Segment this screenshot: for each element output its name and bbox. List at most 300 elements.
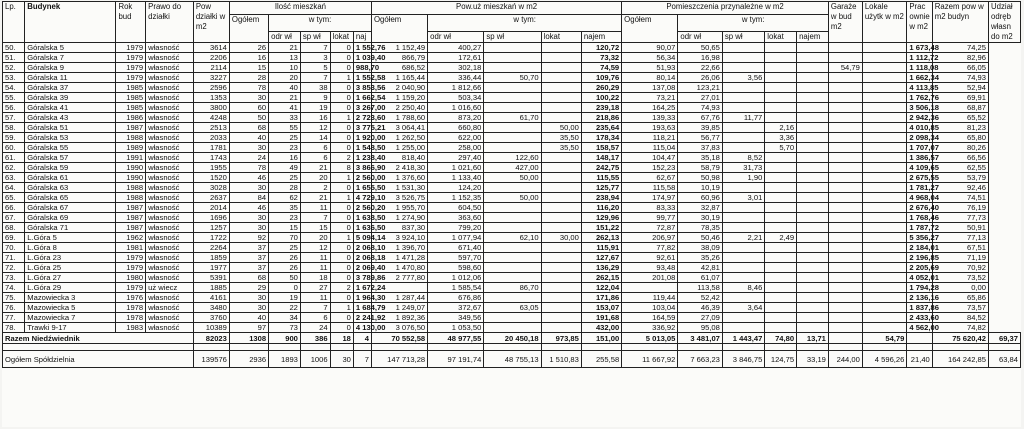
- table-row: [3, 253, 1021, 263]
- total-cell: 2936: [229, 351, 268, 368]
- table-cell: 1 396,70: [371, 243, 427, 253]
- table-cell: 1 262,50: [371, 133, 427, 143]
- table-cell: 2 418,30: [371, 163, 427, 173]
- buildings-table: [2, 1, 1021, 368]
- table-cell: [484, 103, 541, 113]
- table-cell: L.Góra 23: [25, 253, 116, 263]
- summary-cell: 1308: [229, 333, 268, 344]
- table-cell: 427,00: [484, 163, 541, 173]
- table-cell: 33: [269, 113, 301, 123]
- table-row: [3, 283, 1021, 293]
- table-cell: 2 068,10: [353, 243, 371, 253]
- table-cell: [797, 293, 829, 303]
- summary-cell: 386: [300, 333, 330, 344]
- table-cell: 15: [300, 223, 330, 233]
- table-cell: [797, 323, 829, 333]
- table-cell: 124,20: [428, 183, 484, 193]
- table-cell: 61.: [3, 153, 25, 163]
- table-cell: 74,93: [678, 103, 723, 113]
- table-cell: 15: [229, 63, 268, 73]
- table-cell: 1985: [116, 103, 146, 113]
- table-cell: Góralska 11: [25, 73, 116, 83]
- table-cell: [828, 83, 862, 93]
- table-cell: 62,55: [932, 163, 988, 173]
- table-row: [3, 213, 1021, 223]
- table-cell: własność: [146, 43, 194, 53]
- total-label: Ogółem Spółdzielnia: [3, 351, 194, 368]
- table-cell: 38: [300, 83, 330, 93]
- header-p-lokat: lokat: [541, 32, 581, 43]
- table-cell: 3614: [193, 43, 229, 53]
- table-cell: własność: [146, 83, 194, 93]
- table-cell: [828, 103, 862, 113]
- table-cell: 37,83: [678, 143, 723, 153]
- table-row: [3, 203, 1021, 213]
- table-cell: 5 094,14: [353, 233, 371, 243]
- table-cell: 172,61: [428, 53, 484, 63]
- table-cell: [541, 113, 581, 123]
- summary-cell: 69,37: [988, 333, 1020, 344]
- table-cell: 2637: [193, 193, 229, 203]
- table-cell: L.Góra 27: [25, 273, 116, 283]
- table-cell: [797, 163, 829, 173]
- table-cell: 193,63: [622, 123, 678, 133]
- table-cell: 1979: [116, 43, 146, 53]
- table-cell: 4 968,04: [907, 193, 932, 203]
- table-cell: 873,20: [428, 113, 484, 123]
- table-cell: 1 133,40: [428, 173, 484, 183]
- summary-cell: 74,80: [765, 333, 797, 344]
- table-cell: Góralska 59: [25, 163, 116, 173]
- table-cell: 115,58: [622, 183, 678, 193]
- table-cell: [765, 313, 797, 323]
- total-cell: 7: [353, 351, 371, 368]
- table-cell: [484, 123, 541, 133]
- table-cell: 67,51: [932, 243, 988, 253]
- table-cell: 74,25: [932, 43, 988, 53]
- table-cell: 76,19: [932, 203, 988, 213]
- header-m-naj: naj: [353, 32, 371, 43]
- table-cell: 74,51: [932, 193, 988, 203]
- table-cell: 50,70: [484, 73, 541, 83]
- summary-cell: 13,71: [797, 333, 829, 344]
- table-cell: 26: [269, 263, 301, 273]
- table-cell: [722, 243, 764, 253]
- table-cell: 302,18: [428, 63, 484, 73]
- total-cell: 7 663,23: [678, 351, 723, 368]
- table-row: [3, 323, 1021, 333]
- table-cell: 16: [269, 153, 301, 163]
- table-cell: [541, 73, 581, 83]
- table-cell: 12: [300, 243, 330, 253]
- table-cell: 6: [300, 153, 330, 163]
- table-cell: L.Góra 5: [25, 233, 116, 243]
- table-cell: 622,00: [428, 133, 484, 143]
- table-cell: 27: [300, 283, 330, 293]
- table-cell: [722, 183, 764, 193]
- table-cell: 2206: [193, 53, 229, 63]
- table-cell: Góralska 67: [25, 203, 116, 213]
- table-cell: Mazowiecka 3: [25, 293, 116, 303]
- table-cell: 20: [300, 173, 330, 183]
- table-cell: 1 386,57: [907, 153, 932, 163]
- table-cell: 1 684,79: [353, 303, 371, 313]
- table-cell: 137,08: [622, 83, 678, 93]
- table-cell: 120,72: [581, 43, 621, 53]
- table-cell: [541, 83, 581, 93]
- table-cell: Góralska 43: [25, 113, 116, 123]
- table-cell: 49: [269, 163, 301, 173]
- table-cell: 20: [269, 73, 301, 83]
- table-cell: 5: [300, 63, 330, 73]
- table-cell: 0: [330, 53, 353, 63]
- table-cell: 60.: [3, 143, 25, 153]
- table-cell: 42,81: [678, 263, 723, 273]
- summary-cell: 20 450,18: [484, 333, 541, 344]
- header-prawo: Prawo do działki: [146, 2, 194, 43]
- table-cell: 27,01: [678, 93, 723, 103]
- table-cell: 0: [330, 273, 353, 283]
- table-cell: 432,00: [581, 323, 621, 333]
- table-cell: [722, 93, 764, 103]
- table-cell: własność: [146, 163, 194, 173]
- table-cell: 59.: [3, 133, 25, 143]
- table-cell: [541, 323, 581, 333]
- table-cell: 65,80: [932, 133, 988, 143]
- table-cell: 1976: [116, 293, 146, 303]
- table-cell: 1 376,60: [371, 173, 427, 183]
- total-row: [3, 351, 1021, 368]
- table-cell: 336,44: [428, 73, 484, 83]
- table-cell: 77.: [3, 313, 25, 323]
- header-pomieszczenia: Pomieszczenia przynależne w m2: [622, 2, 829, 15]
- table-cell: 38,09: [678, 243, 723, 253]
- total-cell: 255,58: [581, 351, 621, 368]
- table-cell: 2596: [193, 83, 229, 93]
- table-cell: 1 152,49: [371, 43, 427, 53]
- table-cell: 70,92: [932, 263, 988, 273]
- total-cell: 33,19: [797, 351, 829, 368]
- header-p-odr-wl: odr wł: [428, 32, 484, 43]
- total-cell: 3 846,75: [722, 351, 764, 368]
- table-cell: Góralska 57: [25, 153, 116, 163]
- table-cell: 90,07: [622, 43, 678, 53]
- table-cell: 116,20: [581, 203, 621, 213]
- table-cell: [541, 183, 581, 193]
- table-cell: własność: [146, 203, 194, 213]
- table-cell: 7: [300, 43, 330, 53]
- total-cell: 124,75: [765, 351, 797, 368]
- table-cell: własność: [146, 123, 194, 133]
- table-cell: 10389: [193, 323, 229, 333]
- table-cell: 2 433,60: [907, 313, 932, 323]
- table-cell: 50: [269, 273, 301, 283]
- table-cell: 50,00: [484, 193, 541, 203]
- total-cell: 1006: [300, 351, 330, 368]
- table-cell: 0: [330, 293, 353, 303]
- table-cell: 122,60: [484, 153, 541, 163]
- table-cell: [541, 103, 581, 113]
- table-cell: 11: [300, 293, 330, 303]
- table-cell: 148,17: [581, 153, 621, 163]
- table-cell: 1987: [116, 213, 146, 223]
- table-cell: własność: [146, 113, 194, 123]
- table-cell: 2 676,40: [907, 203, 932, 213]
- table-cell: [828, 263, 862, 273]
- table-cell: 63,05: [484, 303, 541, 313]
- table-cell: 66.: [3, 203, 25, 213]
- table-cell: [722, 273, 764, 283]
- total-cell: 48 755,13: [484, 351, 541, 368]
- table-cell: 0: [330, 223, 353, 233]
- table-cell: 8: [330, 163, 353, 173]
- total-cell: 4 596,26: [862, 351, 907, 368]
- table-cell: 81,23: [932, 123, 988, 133]
- table-cell: [862, 243, 907, 253]
- summary-cell: 4: [353, 333, 371, 344]
- table-cell: [722, 203, 764, 213]
- table-cell: 1 470,80: [371, 263, 427, 273]
- table-cell: [765, 43, 797, 53]
- header-p-najem: najem: [581, 32, 621, 43]
- table-cell: 30: [229, 143, 268, 153]
- table-cell: 4 010,85: [907, 123, 932, 133]
- table-cell: 30: [229, 293, 268, 303]
- header-p-sp-wl: sp wł: [484, 32, 541, 43]
- table-cell: 6: [300, 313, 330, 323]
- table-cell: 30: [229, 303, 268, 313]
- table-cell: [797, 243, 829, 253]
- table-cell: 50,00: [484, 173, 541, 183]
- table-cell: [765, 303, 797, 313]
- table-cell: [722, 213, 764, 223]
- table-cell: [828, 203, 862, 213]
- header-pracownie: Prac ownie w m2: [907, 2, 932, 43]
- table-row: [3, 93, 1021, 103]
- table-cell: 1 471,28: [371, 253, 427, 263]
- table-cell: 71,19: [932, 253, 988, 263]
- table-cell: 78: [229, 163, 268, 173]
- table-cell: 10: [269, 63, 301, 73]
- table-cell: 40: [229, 133, 268, 143]
- table-cell: 3 526,75: [371, 193, 427, 203]
- table-cell: 1 039,40: [353, 53, 371, 63]
- table-cell: 1722: [193, 233, 229, 243]
- table-cell: 8,46: [722, 283, 764, 293]
- table-cell: [828, 273, 862, 283]
- table-cell: 1696: [193, 213, 229, 223]
- table-cell: 1978: [116, 313, 146, 323]
- table-cell: 1980: [116, 273, 146, 283]
- table-cell: 0: [330, 133, 353, 143]
- table-cell: własność: [146, 293, 194, 303]
- housing-cooperative-table-sheet: [2, 1, 1021, 427]
- table-cell: 69.: [3, 233, 25, 243]
- table-cell: 125,77: [581, 183, 621, 193]
- table-cell: [828, 303, 862, 313]
- table-cell: własność: [146, 253, 194, 263]
- table-cell: [484, 93, 541, 103]
- table-cell: 23: [269, 213, 301, 223]
- table-cell: Góralska 7: [25, 53, 116, 63]
- table-cell: [828, 323, 862, 333]
- table-row: [3, 303, 1021, 313]
- table-cell: 75.: [3, 293, 25, 303]
- table-cell: 77,13: [932, 233, 988, 243]
- header-rok-bud: Rok bud: [116, 2, 146, 43]
- table-cell: 1 638,50: [353, 213, 371, 223]
- header-q-lokat: lokat: [765, 32, 797, 43]
- table-cell: 1 552,76: [353, 43, 371, 53]
- table-cell: 50: [229, 113, 268, 123]
- table-cell: 2 560,00: [353, 173, 371, 183]
- table-cell: 1987: [116, 203, 146, 213]
- table-cell: 119,44: [622, 293, 678, 303]
- table-cell: 50,46: [678, 233, 723, 243]
- table-cell: [484, 53, 541, 63]
- table-cell: [541, 273, 581, 283]
- table-cell: [541, 313, 581, 323]
- table-cell: Góralska 69: [25, 213, 116, 223]
- table-cell: [722, 63, 764, 73]
- table-cell: [722, 83, 764, 93]
- table-cell: 23: [269, 143, 301, 153]
- table-cell: 64.: [3, 183, 25, 193]
- table-cell: 92: [229, 233, 268, 243]
- table-cell: 30,00: [541, 233, 581, 243]
- table-cell: 1 287,44: [371, 293, 427, 303]
- table-cell: 503,34: [428, 93, 484, 103]
- table-cell: [862, 283, 907, 293]
- table-cell: 4248: [193, 113, 229, 123]
- table-cell: 25: [269, 173, 301, 183]
- table-cell: 1989: [116, 143, 146, 153]
- table-cell: 52,42: [678, 293, 723, 303]
- table-cell: 11: [300, 263, 330, 273]
- summary-cell: 82023: [193, 333, 229, 344]
- table-cell: Trawki 9-17: [25, 323, 116, 333]
- table-cell: 0: [330, 63, 353, 73]
- table-cell: 73.: [3, 273, 25, 283]
- table-cell: 40: [269, 83, 301, 93]
- table-cell: [828, 133, 862, 143]
- header-pom-ogolem: Ogółem: [622, 15, 678, 43]
- table-cell: 686,52: [371, 63, 427, 73]
- table-cell: [828, 153, 862, 163]
- table-cell: 1988: [116, 133, 146, 143]
- table-cell: [484, 253, 541, 263]
- table-cell: [541, 63, 581, 73]
- table-cell: 26: [269, 253, 301, 263]
- table-cell: [862, 53, 907, 63]
- table-cell: 2513: [193, 123, 229, 133]
- table-cell: [722, 253, 764, 263]
- table-cell: 1 552,58: [353, 73, 371, 83]
- table-cell: 50,65: [678, 43, 723, 53]
- table-cell: 127,67: [581, 253, 621, 263]
- table-cell: [722, 133, 764, 143]
- table-cell: [484, 313, 541, 323]
- table-cell: [828, 143, 862, 153]
- table-cell: 66,05: [932, 63, 988, 73]
- table-cell: 136,29: [581, 263, 621, 273]
- table-cell: 1520: [193, 173, 229, 183]
- table-cell: [862, 83, 907, 93]
- total-cell: 30: [330, 351, 353, 368]
- table-cell: 1257: [193, 223, 229, 233]
- table-cell: [765, 163, 797, 173]
- table-cell: 1 655,50: [353, 183, 371, 193]
- table-cell: L.Góra 29: [25, 283, 116, 293]
- table-cell: 115,04: [622, 143, 678, 153]
- summary-cell: 900: [269, 333, 301, 344]
- table-cell: [797, 53, 829, 63]
- table-cell: 1 812,66: [428, 83, 484, 93]
- table-cell: 3 267,00: [353, 103, 371, 113]
- table-cell: 1781: [193, 143, 229, 153]
- table-cell: 2 205,69: [907, 263, 932, 273]
- table-cell: 164,25: [622, 103, 678, 113]
- table-cell: Góralska 63: [25, 183, 116, 193]
- table-cell: 1985: [116, 93, 146, 103]
- table-cell: [797, 203, 829, 213]
- table-cell: Mazowiecka 5: [25, 303, 116, 313]
- table-cell: [828, 213, 862, 223]
- table-cell: 92,61: [622, 253, 678, 263]
- table-cell: 21: [300, 163, 330, 173]
- table-cell: 50,91: [932, 223, 988, 233]
- table-cell: [484, 203, 541, 213]
- table-cell: 74,59: [581, 63, 621, 73]
- table-cell: [828, 113, 862, 123]
- table-cell: 16: [229, 53, 268, 63]
- table-cell: [828, 193, 862, 203]
- total-cell: 244,00: [828, 351, 862, 368]
- table-cell: [484, 243, 541, 253]
- table-cell: Góralska 39: [25, 93, 116, 103]
- table-cell: [484, 223, 541, 233]
- table-cell: 26: [229, 43, 268, 53]
- table-cell: [797, 63, 829, 73]
- table-cell: [765, 203, 797, 213]
- table-cell: 191,68: [581, 313, 621, 323]
- table-cell: 1 768,46: [907, 213, 932, 223]
- table-cell: [541, 193, 581, 203]
- table-cell: [541, 203, 581, 213]
- table-cell: 1 672,24: [353, 283, 371, 293]
- table-cell: 1859: [193, 253, 229, 263]
- summary-cell: 18: [330, 333, 353, 344]
- table-cell: 84: [229, 193, 268, 203]
- header-m-sp-wl: sp wł: [300, 32, 330, 43]
- table-cell: 818,40: [371, 153, 427, 163]
- table-cell: 30: [229, 223, 268, 233]
- table-cell: [862, 73, 907, 83]
- header-q-odr-wl: odr wł: [678, 32, 723, 43]
- table-cell: 26,06: [678, 73, 723, 83]
- table-cell: 2 777,80: [371, 273, 427, 283]
- table-cell: [862, 173, 907, 183]
- summary-cell: [828, 333, 862, 344]
- table-cell: 57.: [3, 113, 25, 123]
- table-cell: 24: [300, 323, 330, 333]
- table-cell: 671,40: [428, 243, 484, 253]
- table-cell: 15: [269, 223, 301, 233]
- table-cell: 35,50: [541, 133, 581, 143]
- table-cell: 3 866,90: [353, 163, 371, 173]
- table-cell: 0: [330, 213, 353, 223]
- table-cell: 30: [229, 213, 268, 223]
